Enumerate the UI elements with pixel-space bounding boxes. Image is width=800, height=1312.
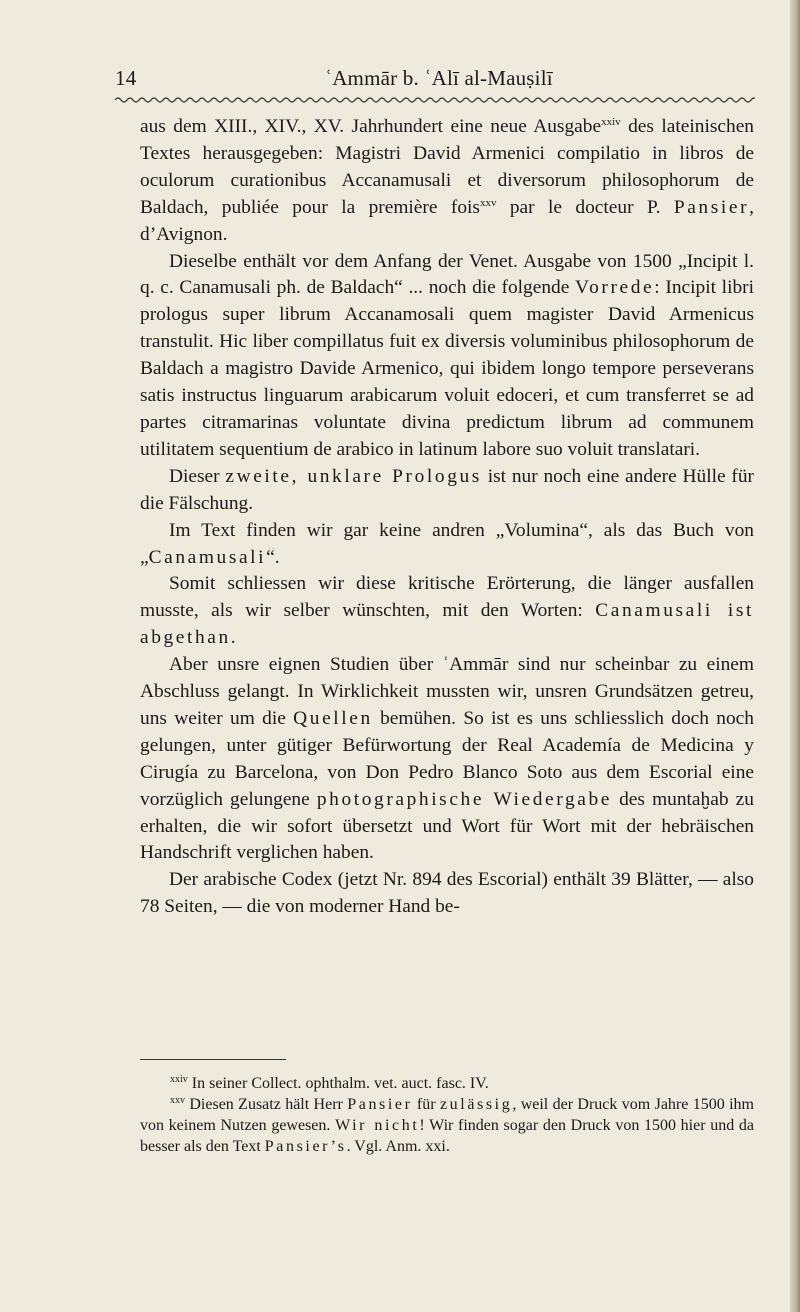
paragraph-3: Dieser zweite, unklare Prologus ist nur noch eine andere Hülle für die Fälschung. bbox=[140, 465, 754, 514]
spaced-name-pansier: Pansier bbox=[673, 196, 750, 218]
running-title: ʿAmmār b. ʿAlī al-Mauṣilī bbox=[325, 66, 553, 90]
footnote-xxv: $^{xxv}$ Diesen Zusatz hält Herr Pansier für zulässig, weil der Druck vom Jahre 1500 ihm von keinem Nutzen gewesen. Wir nicht! Wir finden sogar den Druck von 1500 hier und da besser als den Text Pansier’s. Vgl. Anm. xxi. bbox=[140, 1094, 754, 1155]
paragraph-2: Dieselbe enthält vor dem Anfang der Venet. Ausgabe von 1500 „Incipit l. q. c. Canamusali ph. de Baldach“ ... noch die folgende Vorrede: Incipit libri prologus super librum Accanamosali quem magister David Armenicus transtulit. Hic liber compillatus fuit ex diversis voluminibus philosophorum de Baldach a magistro Davide Armenico, qui ibidem longo tempore perseverans satis instructus linguarum arabicarum voluit edoceri, et cum transferret se ad partes citramarinas voluntate divina predictum librum ad communem utilitatem sequentium de arabico in latinum labore suo voluit translatari. bbox=[140, 250, 754, 460]
footnote-rule bbox=[140, 1059, 286, 1060]
main-text bbox=[140, 114, 754, 921]
footnote-ref-xxiv[interactable]: xxiv bbox=[601, 116, 621, 128]
page-edge-shadow bbox=[790, 0, 800, 1312]
footnote-mark: xxv bbox=[170, 1094, 185, 1106]
wavy-rule-ornament bbox=[115, 96, 755, 104]
spaced-phrase-prologus: zweite, unklare Prologus bbox=[225, 465, 482, 487]
paragraph-7: Der arabische Codex (jetzt Nr. 894 des Escorial) enthält 39 Blätter, — also 78 Seiten, — die von moderner Hand be- bbox=[140, 869, 754, 918]
page-number: 14 bbox=[115, 66, 137, 90]
spaced-phrase-abgethan: Canamusali ist abgethan bbox=[140, 600, 754, 649]
footnotes bbox=[140, 1074, 754, 1158]
spaced-word-vorrede: Vorrede bbox=[575, 277, 655, 299]
footnote-mark: xxiv bbox=[170, 1074, 188, 1085]
spaced-word-canamusali: Canamusali bbox=[148, 546, 267, 568]
footnote-ref-xxv[interactable]: xxv bbox=[479, 196, 497, 209]
paragraph-5: Somit schliessen wir diese kritische Erörterung, die länger ausfallen musste, als wir selber wünschten, mit den Worten: Canamusali ist abgethan. bbox=[140, 573, 754, 649]
footnote-xxiv: $^{xxiv}$ In seiner Collect. ophthalm. vet. auct. fasc. IV. bbox=[170, 1074, 489, 1092]
paragraph-4: Im Text finden wir gar keine andren „Volumina“, als das Buch von „Canamusali“. bbox=[140, 519, 754, 568]
spaced-phrase-photographische: photographische Wiedergabe bbox=[316, 788, 612, 810]
paragraph-1: aus dem XIII., XIV., XV. Jahrhundert eine neue Ausgabe$^{xxiv}$ des lateinischen Textes herausgegeben: Magistri David Armenici compilatio in libros de oculorum curationibus Accanamusali et diversorum philosophorum de Baldach, publiée pour la première fois$^{xxv}$ par le docteur P. Pansier, d’Avignon. bbox=[140, 116, 755, 245]
paragraph-6: Aber unsre eignen Studien über ʿAmmār sind nur scheinbar zu einem Abschluss gelangt. In Wirklichkeit mussten wir, unsren Grundsätzen getreu, uns weiter um die Quellen bemühen. So ist es uns schliesslich doch noch gelungen, unter gütiger Befürwortung der Real Academía de Medicina y Cirugía zu Barcelona, von Don Pedro Blanco Soto aus dem Escorial eine vorzüglich gelungene photographische Wiedergabe des muntaḫab zu erhalten, die wir sofort übersetzt und Wort für Wort mit der hebräischen Handschrift verglichen haben. bbox=[140, 654, 754, 864]
spaced-word-quellen: Quellen bbox=[293, 707, 373, 729]
